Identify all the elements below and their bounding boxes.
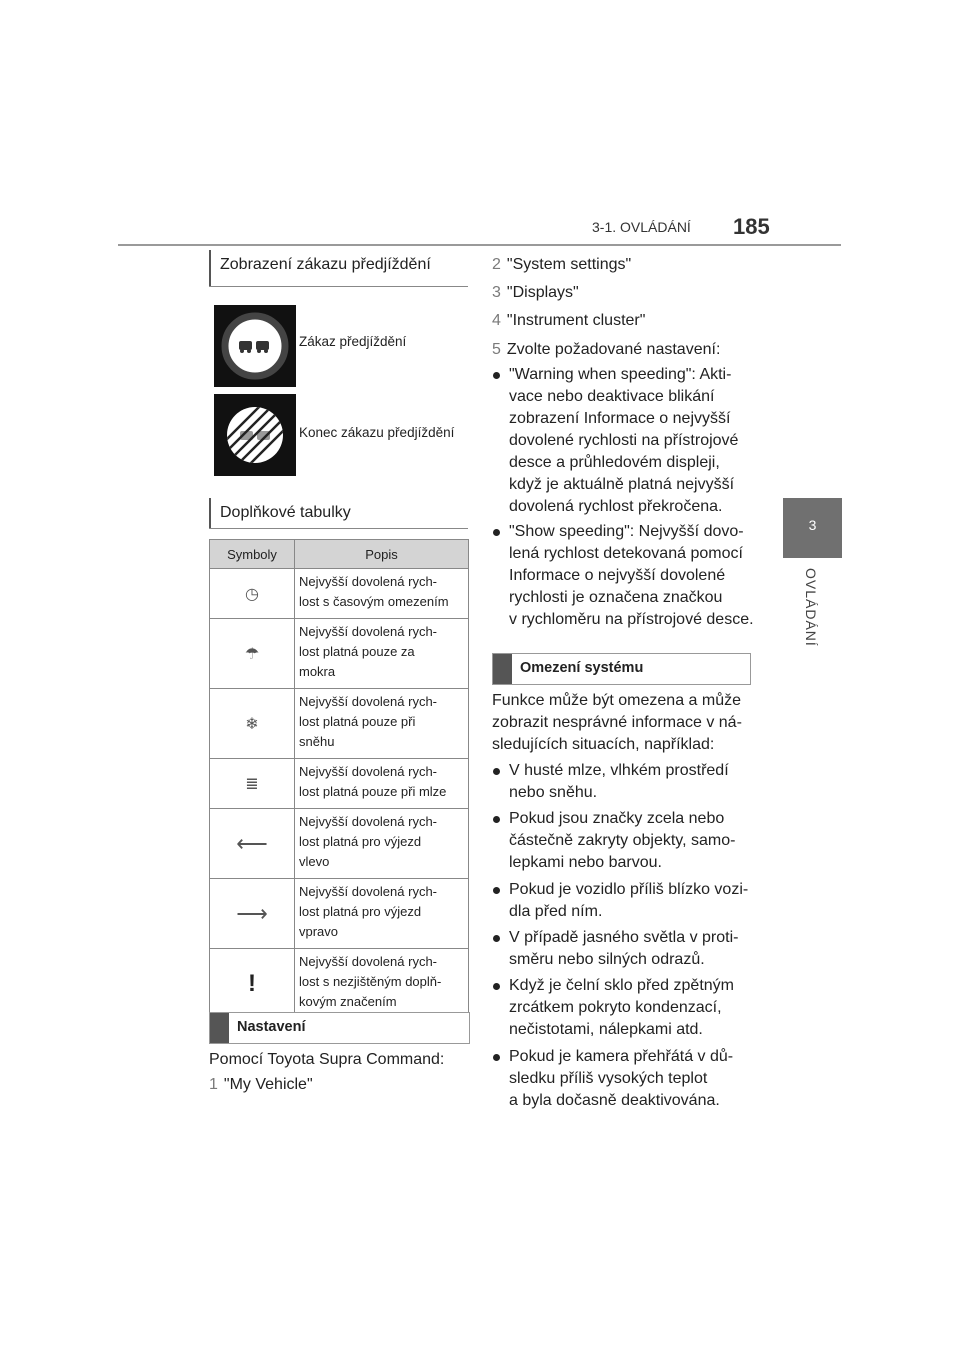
snowflake-icon: ❄: [210, 689, 295, 759]
fog-icon: ≣: [210, 759, 295, 809]
list-item: Když je čelní sklo před zpětným zrcátkem pokryto kondenzací, nečistotami, nálepkami atd.: [493, 975, 763, 1041]
list-item: Pokud je vozidlo příliš blízko vozi- dla před ním.: [493, 879, 763, 923]
step-5: 5 Zvolte požadované nastavení:: [492, 341, 721, 358]
section-heading-overtaking: Zobrazení zákazu předjíždění: [209, 250, 468, 287]
list-item: Pokud je kamera přehřátá v dů- sledku příliš vysokých teplot a byla dočasně deaktivována.: [493, 1046, 763, 1112]
arrow-left-icon: ⟵: [210, 809, 295, 879]
table-header-row: [210, 540, 469, 569]
step-3: 3 "Displays": [492, 284, 579, 301]
table-cell-description: Nejvyšší dovolená rych- lost s nezjištěným doplň- kovým značením: [295, 949, 469, 1019]
exclamation-icon: !: [210, 949, 295, 1019]
table-row: [210, 759, 469, 809]
table-header-description: Popis: [295, 540, 469, 569]
supplementary-signs-table: [209, 539, 469, 1019]
list-item: V případě jasného světla v proti- směru nebo silných odrazů.: [493, 927, 763, 971]
no-overtaking-sign-icon: [214, 305, 296, 387]
table-row: [210, 949, 469, 1019]
table-row: [210, 809, 469, 879]
table-cell-description: Nejvyšší dovolená rych- lost platná pouze při sněhu: [295, 689, 469, 759]
table-row: [210, 619, 469, 689]
step-4: 4 "Instrument cluster": [492, 312, 646, 329]
section-heading-limits: Omezení systému: [492, 653, 751, 685]
header-divider: [118, 244, 841, 246]
step-2: 2 "System settings": [492, 256, 632, 273]
section-heading-settings: Nastavení: [209, 1012, 470, 1044]
sign-caption: Konec zákazu předjíždění: [299, 425, 455, 440]
end-no-overtaking-sign-icon: [214, 394, 296, 476]
rain-cloud-icon: ☂: [210, 619, 295, 689]
table-cell-description: Nejvyšší dovolená rych- lost platná pro výjezd vpravo: [295, 879, 469, 949]
list-item: Pokud jsou značky zcela nebo částečně zakryty objekty, samo- lepkami nebo barvou.: [493, 808, 763, 874]
table-row: [210, 689, 469, 759]
list-item: "Warning when speeding": Akti- vace nebo deaktivace blikání zobrazení Informace o nejvyšší dovolené rychlosti na přístrojové desce a průhledovém displeji, když je aktuálně platná nejvyšší dovolená rychlost překročena.: [493, 364, 763, 518]
section-title: 3-1. OVLÁDÁNÍ: [592, 219, 691, 235]
clock-icon: ◷: [210, 569, 295, 619]
page-number: 185: [733, 214, 770, 239]
table-row: [210, 879, 469, 949]
section-heading-supplementary: Doplňkové tabulky: [209, 498, 468, 529]
table-row: [210, 569, 469, 619]
arrow-right-icon: ⟶: [210, 879, 295, 949]
table-cell-description: Nejvyšší dovolená rych- lost platná pouze při mlze: [295, 759, 469, 809]
table-cell-description: Nejvyšší dovolená rych- lost platná pouze za mokra: [295, 619, 469, 689]
table-cell-description: Nejvyšší dovolená rych- lost s časovým omezením: [295, 569, 469, 619]
settings-intro: Pomocí Toyota Supra Command:: [209, 1051, 445, 1068]
list-item: "Show speeding": Nejvyšší dovo- lená rychlost detekovaná pomocí Informace o nejvyšší dovolené rychlosti je označena značkou v rychloměru na přístrojové desce.: [493, 521, 763, 631]
table-cell-description: Nejvyšší dovolená rych- lost platná pro výjezd vlevo: [295, 809, 469, 879]
step-1: 1 "My Vehicle": [209, 1076, 313, 1093]
list-item: V husté mlze, vlhkém prostředí nebo sněhu.: [493, 760, 763, 804]
limits-intro: Funkce může být omezena a může zobrazit nesprávné informace v ná- sledujících situacích, například:: [492, 692, 742, 753]
chapter-tab: 3: [783, 498, 842, 558]
sign-caption: Zákaz předjíždění: [299, 334, 407, 349]
chapter-label: OVLÁDÁNÍ: [803, 568, 819, 647]
table-header-symbols: Symboly: [210, 540, 295, 569]
